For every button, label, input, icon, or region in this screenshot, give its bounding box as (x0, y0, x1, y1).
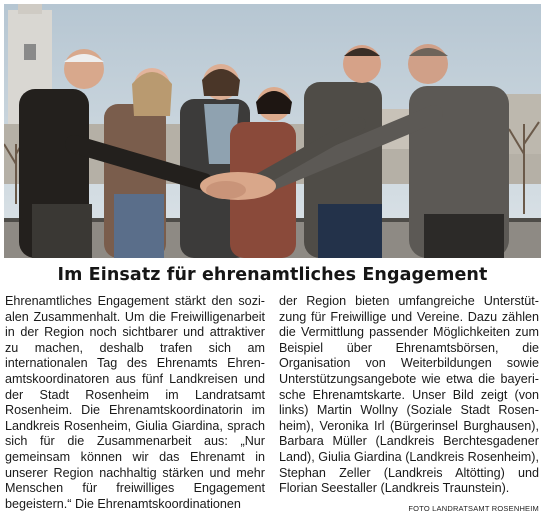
body-column-right-text: der Region bieten umfangreiche Unterstützung für Freiwillige und Vereine. Dazu zählen die Vermittlung passender Möglichkeiten zum Beispiel über Ehrenamtsbörsen, die Organisation von Weiterbildungen sowie Unterstützungsangebote wie etwa die bayerische Ehrenamtskarte. Unser Bild zeigt (von links) Martin Wollny (Soziale Stadt Rosenheim), Veronika Irl (Bürgerinsel Burghausen), Barbara Müller (Landkreis Berchtesgadener Land), Giulia Giardina (Landkreis Rosenheim), Stephan Zeller (Landkreis Altötting) und Florian Seestaller (Landkreis Traunstein). (279, 294, 539, 496)
article-headline: Im Einsatz für ehrenamtliches Engagement (57, 265, 488, 285)
article-photo (4, 4, 541, 258)
group-photo-illustration (4, 4, 541, 258)
photo-credit: FOTO LANDRATSAMT ROSENHEIM (408, 503, 539, 513)
article-body (5, 294, 538, 514)
body-column-left: Ehrenamtliches Engagement stärkt den sozialen Zusammenhalt. Um die Freiwilligenarbeit in der Region noch sichtbarer und attraktiver zu machen, deshalb trafen sich am internationalen Tag des Ehrenamts Ehrenamtskoordinatoren aus fünf Landkreisen und der Stadt Rosenheim im Landratsamt Rosenheim. Die Ehrenamtskoordinatorin im Landkreis Rosenheim, Giulia Giardina, sprach sich für die Zusammenarbeit aus: „Nur gemeinsam können wir das Ehrenamt in unserer Region nachhaltig stärken und mehr Menschen für freiwilliges Engagement begeistern.“ Die Ehrenamtskoordinationen (5, 294, 265, 511)
body-column-right (279, 294, 539, 516)
